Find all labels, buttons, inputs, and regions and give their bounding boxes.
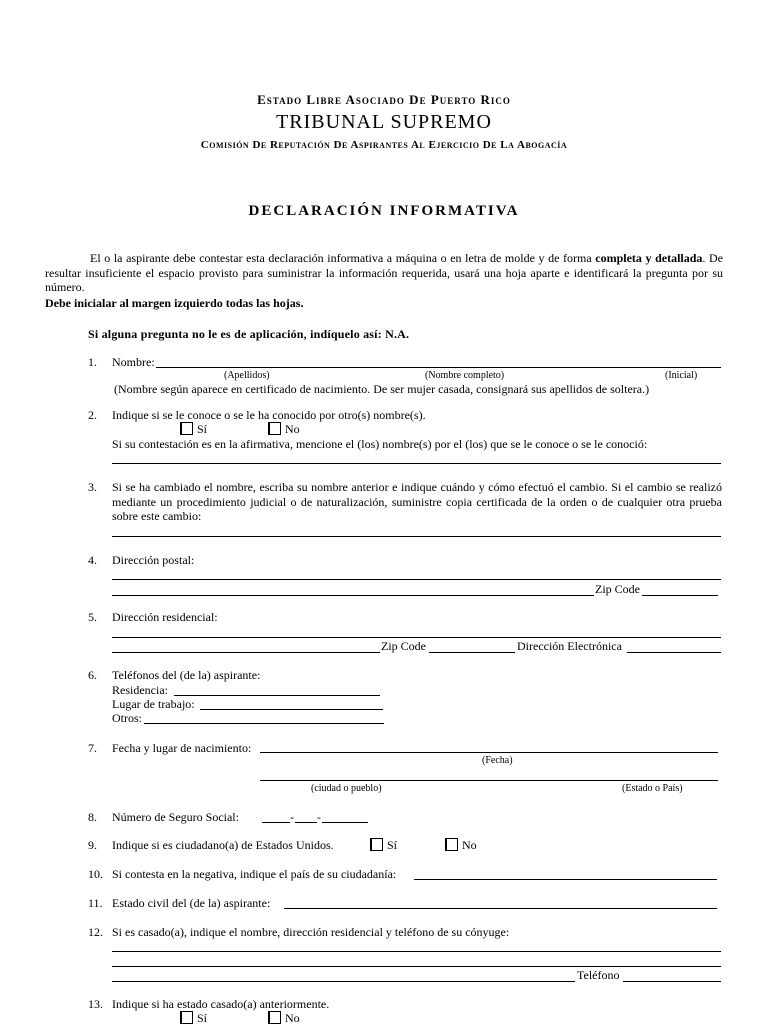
q11-label: Estado civil del (de la) aspirante:: [112, 896, 271, 910]
question-number: 9.: [88, 838, 97, 852]
q5-zip-field[interactable]: [429, 652, 515, 653]
ssn-separator: -: [290, 810, 294, 824]
q6-otros-label: Otros:: [112, 711, 142, 725]
ssn-part-3[interactable]: [322, 822, 368, 823]
question-number: 6.: [88, 668, 97, 682]
q4-address-line-2[interactable]: [112, 595, 594, 596]
q6-label: Teléfonos del (de la) aspirante:: [112, 668, 261, 682]
ssn-part-1[interactable]: [262, 822, 290, 823]
q1-name-field[interactable]: [156, 367, 721, 368]
header-court: TRIBUNAL SUPREMO: [276, 111, 492, 133]
q12-line-1[interactable]: [112, 951, 721, 952]
q1-sub-apellidos: (Apellidos): [224, 370, 270, 381]
question-number: 10.: [88, 867, 103, 881]
q1-label: Nombre:: [112, 355, 155, 369]
q1-sub-inicial: (Inicial): [665, 370, 698, 381]
header-commission: Comisión De Reputación De Aspirantes Al Ejercicio De La Abogacía: [200, 139, 568, 151]
question-number: 12.: [88, 925, 103, 939]
header-commonwealth: Estado Libre Asociado De Puerto Rico: [257, 92, 511, 107]
q4-zip-field[interactable]: [642, 595, 718, 596]
question-number: 13.: [88, 997, 103, 1011]
q13-label: Indique si ha estado casado(a) anteriormente.: [112, 997, 330, 1011]
checkbox-icon[interactable]: [268, 422, 281, 435]
q5-email-field[interactable]: [627, 652, 721, 653]
checkbox-icon[interactable]: [370, 838, 383, 851]
q9-option-no[interactable]: No: [445, 838, 477, 852]
ssn-separator: -: [317, 810, 321, 824]
q12-tel-label: Teléfono: [577, 968, 620, 982]
q6-residencia-label: Residencia:: [112, 683, 168, 697]
q7-lugar-field[interactable]: [260, 780, 718, 781]
q5-label: Dirección residencial:: [112, 610, 218, 624]
q6-trabajo-label: Lugar de trabajo:: [112, 697, 195, 711]
intro-paragraph: El o la aspirante debe contestar esta declaración informativa a máquina o en letra de molde y de forma completa y detallada. De resultar insuficiente el espacio provisto para suministrar la información requerida, usará una hoja aparte e identificará la pregunta por su número.: [45, 251, 723, 294]
intro-initial-note: Debe inicialar al margen izquierdo todas las hojas.: [45, 296, 304, 310]
q9-label: Indique si es ciudadano(a) de Estados Unidos.: [112, 838, 334, 852]
q5-zip-label: Zip Code: [381, 639, 426, 653]
q11-civil-status-field[interactable]: [284, 908, 717, 909]
q5-address-line-1[interactable]: [112, 637, 721, 638]
q12-line-2[interactable]: [112, 966, 721, 967]
question-number: 4.: [88, 553, 97, 567]
q9-option-si[interactable]: Sí: [370, 838, 397, 852]
q2-label: Indique si se le conoce o se le ha conocido por otro(s) nombre(s).: [112, 408, 426, 422]
q5-email-label: Dirección Electrónica: [517, 639, 622, 653]
q6-otros-field[interactable]: [144, 723, 384, 724]
document-title: DECLARACIÓN INFORMATIVA: [248, 203, 520, 219]
q3-answer-field[interactable]: [112, 536, 721, 537]
question-number: 3.: [88, 480, 97, 494]
q4-address-line-1[interactable]: [112, 579, 721, 580]
question-number: 2.: [88, 408, 97, 422]
q8-label: Número de Seguro Social:: [112, 810, 239, 824]
q3-text: Si se ha cambiado el nombre, escriba su nombre anterior e indique cuándo y cómo efectuó el cambio. Si el cambio se realizó mediante un procedimiento judicial o de naturalización, suministre copia certificada de la orden o de cualquier otra prueba sobre este cambio:: [112, 480, 722, 523]
q6-trabajo-field[interactable]: [200, 709, 383, 710]
q12-label: Si es casado(a), indique el nombre, dirección residencial y teléfono de su cónyuge:: [112, 925, 510, 939]
checkbox-icon[interactable]: [180, 422, 193, 435]
question-number: 1.: [88, 355, 97, 369]
question-number: 11.: [88, 896, 103, 910]
q7-sub-ciudad: (ciudad o pueblo): [311, 783, 382, 794]
q2-followup: Si su contestación es en la afirmativa, mencione el (los) nombre(s) por el (los) que se le conoce o se le conoció:: [112, 437, 648, 451]
q2-answer-field[interactable]: [112, 463, 721, 464]
q6-residencia-field[interactable]: [174, 695, 380, 696]
q10-country-field[interactable]: [414, 879, 717, 880]
q4-label: Dirección postal:: [112, 553, 195, 567]
q7-fecha-field[interactable]: [260, 752, 718, 753]
checkbox-icon[interactable]: [445, 838, 458, 851]
q1-note: (Nombre según aparece en certificado de nacimiento. De ser mujer casada, consignará sus apellidos de soltera.): [114, 382, 650, 396]
q1-sub-nombre: (Nombre completo): [425, 370, 505, 381]
question-number: 8.: [88, 810, 97, 824]
q7-sub-fecha: (Fecha): [482, 755, 513, 766]
q10-label: Si contesta en la negativa, indique el país de su ciudadanía:: [112, 867, 397, 881]
q4-zip-label: Zip Code: [595, 582, 640, 596]
checkbox-icon[interactable]: [180, 1011, 193, 1024]
q13-option-no[interactable]: No: [268, 1011, 300, 1025]
q7-label: Fecha y lugar de nacimiento:: [112, 741, 252, 755]
q12-line-3[interactable]: [112, 981, 575, 982]
question-number: 5.: [88, 610, 97, 624]
checkbox-icon[interactable]: [268, 1011, 281, 1024]
q2-option-si[interactable]: Sí: [180, 422, 207, 436]
question-number: 7.: [88, 741, 97, 755]
q2-option-no[interactable]: No: [268, 422, 300, 436]
intro-na-note: Si alguna pregunta no le es de aplicación, indíquelo así: N.A.: [88, 327, 410, 341]
ssn-part-2[interactable]: [295, 822, 317, 823]
q5-address-line-2[interactable]: [112, 652, 380, 653]
q13-option-si[interactable]: Sí: [180, 1011, 207, 1025]
q7-sub-estado: (Estado o País): [622, 783, 683, 794]
q12-tel-field[interactable]: [623, 981, 721, 982]
